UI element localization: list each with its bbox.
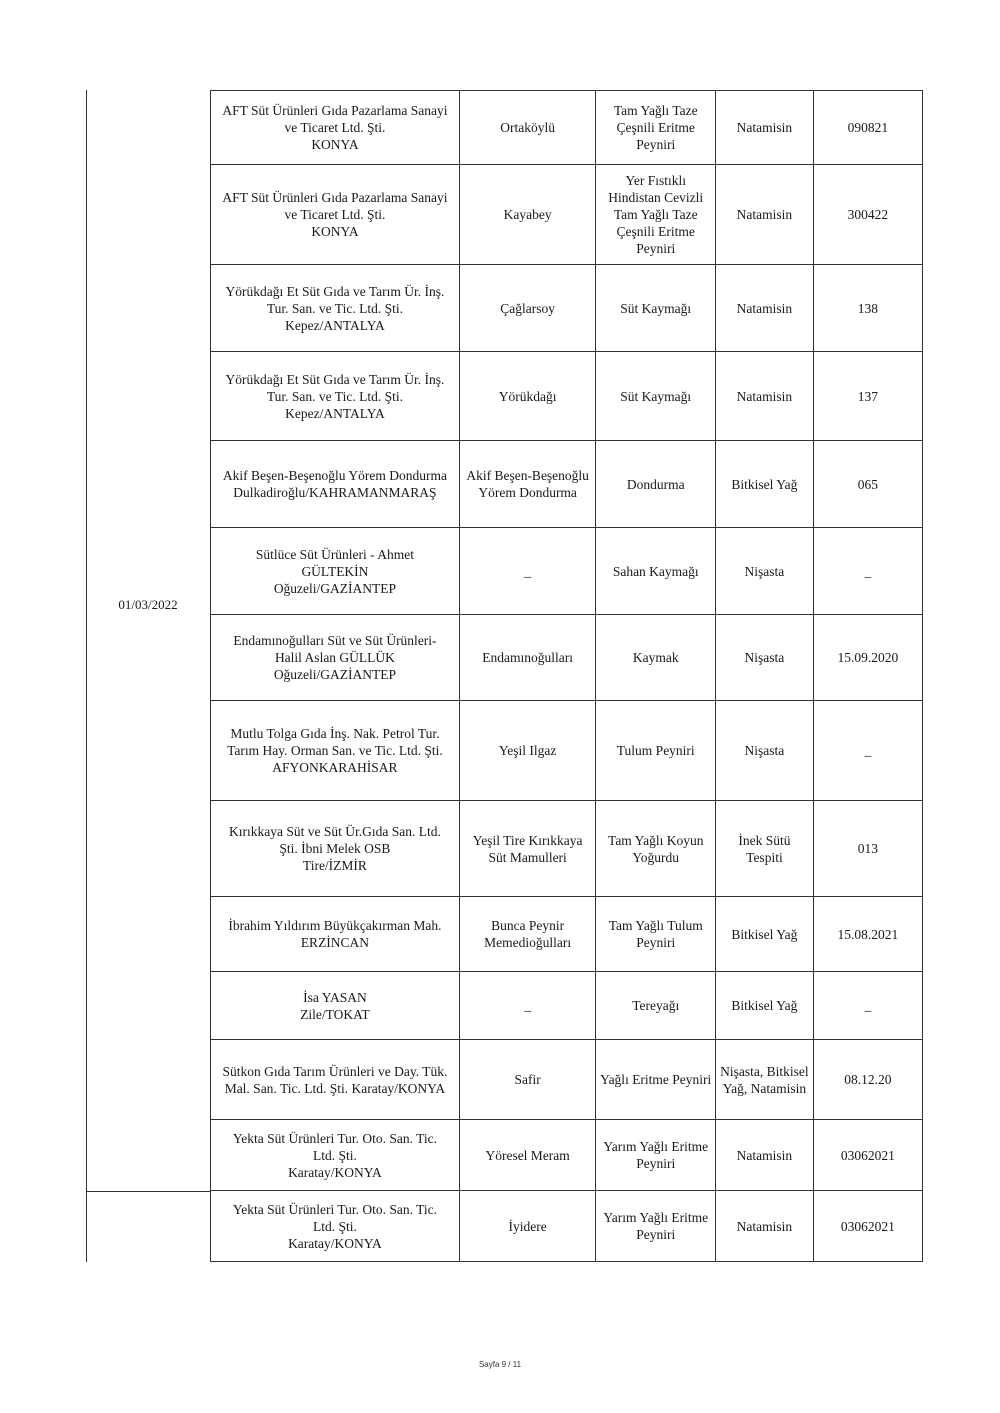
lot-number-cell: 090821 [813, 91, 922, 165]
brand-cell: Yeşil Tire Kırıkkaya Süt Mamulleri [459, 801, 596, 897]
table-body [211, 91, 923, 1262]
table-row [211, 1191, 923, 1262]
brand-cell: Yöresel Meram [459, 1120, 596, 1191]
product-cell: Tereyağı [596, 972, 716, 1040]
lot-number-cell: 15.08.2021 [813, 897, 922, 972]
table-row [211, 91, 923, 165]
firm-cell: Sütkon Gıda Tarım Ürünleri ve Day. Tük. Mal. San. Tic. Ltd. Şti. Karatay/KONYA [211, 1040, 460, 1120]
brand-cell: Çağlarsoy [459, 265, 596, 352]
product-cell: Yarım Yağlı Eritme Peyniri [596, 1120, 716, 1191]
adulteration-cell: Natamisin [716, 1120, 814, 1191]
firm-cell: Yörükdağı Et Süt Gıda ve Tarım Ür. İnş. Tur. San. ve Tic. Ltd. Şti. Kepez/ANTALYA [211, 265, 460, 352]
firm-cell: Yekta Süt Ürünleri Tur. Oto. San. Tic. Ltd. Şti. Karatay/KONYA [211, 1120, 460, 1191]
firm-cell: AFT Süt Ürünleri Gıda Pazarlama Sanayi ve Ticaret Ltd. Şti. KONYA [211, 91, 460, 165]
results-table [210, 90, 923, 1262]
firm-cell: Kırıkkaya Süt ve Süt Ür.Gıda San. Ltd. Şti. İbni Melek OSB Tire/İZMİR [211, 801, 460, 897]
adulteration-cell: Natamisin [716, 91, 814, 165]
lot-number-cell: 15.09.2020 [813, 615, 922, 701]
product-cell: Tam Yağlı Taze Çeşnili Eritme Peyniri [596, 91, 716, 165]
adulteration-cell: Bitkisel Yağ [716, 441, 814, 528]
brand-cell: _ [459, 972, 596, 1040]
lot-number-cell: 065 [813, 441, 922, 528]
product-cell: Yer Fıstıklı Hindistan Cevizli Tam Yağlı Taze Çeşnili Eritme Peyniri [596, 165, 716, 265]
table-row [211, 897, 923, 972]
brand-cell: Ortaköylü [459, 91, 596, 165]
brand-cell: Bunca Peynir Memedioğulları [459, 897, 596, 972]
table-row [211, 528, 923, 615]
adulteration-cell: Nişasta, Bitkisel Yağ, Natamisin [716, 1040, 814, 1120]
firm-cell: Yekta Süt Ürünleri Tur. Oto. San. Tic. Ltd. Şti. Karatay/KONYA [211, 1191, 460, 1262]
firm-cell: Yörükdağı Et Süt Gıda ve Tarım Ür. İnş. Tur. San. ve Tic. Ltd. Şti. Kepez/ANTALYA [211, 352, 460, 441]
table-row [211, 1040, 923, 1120]
lot-number-cell: 300422 [813, 165, 922, 265]
adulteration-cell: Nişasta [716, 615, 814, 701]
date-column-divider [86, 1191, 210, 1192]
table-row [211, 265, 923, 352]
brand-cell: Yeşil Ilgaz [459, 701, 596, 801]
product-cell: Dondurma [596, 441, 716, 528]
brand-cell: Endamınoğulları [459, 615, 596, 701]
adulteration-cell: Natamisin [716, 265, 814, 352]
adulteration-cell: Natamisin [716, 1191, 814, 1262]
firm-cell: İsa YASAN Zile/TOKAT [211, 972, 460, 1040]
product-cell: Süt Kaymağı [596, 265, 716, 352]
brand-cell: Akif Beşen-Beşenoğlu Yörem Dondurma [459, 441, 596, 528]
product-cell: Tam Yağlı Tulum Peyniri [596, 897, 716, 972]
product-cell: Sahan Kaymağı [596, 528, 716, 615]
firm-cell: Sütlüce Süt Ürünleri - Ahmet GÜLTEKİN Oğuzeli/GAZİANTEP [211, 528, 460, 615]
table-row [211, 972, 923, 1040]
table-row [211, 615, 923, 701]
product-cell: Yağlı Eritme Peyniri [596, 1040, 716, 1120]
adulteration-cell: Natamisin [716, 165, 814, 265]
brand-cell: Kayabey [459, 165, 596, 265]
lot-number-cell: 08.12.20 [813, 1040, 922, 1120]
lot-number-cell: 03062021 [813, 1120, 922, 1191]
product-cell: Yarım Yağlı Eritme Peyniri [596, 1191, 716, 1262]
firm-cell: Mutlu Tolga Gıda İnş. Nak. Petrol Tur. Tarım Hay. Orman San. ve Tic. Ltd. Şti. AFYONKARAHİSAR [211, 701, 460, 801]
adulteration-cell: Nişasta [716, 701, 814, 801]
brand-cell: Yörükdağı [459, 352, 596, 441]
brand-cell: Safir [459, 1040, 596, 1120]
lot-number-cell: _ [813, 972, 922, 1040]
product-cell: Tam Yağlı Koyun Yoğurdu [596, 801, 716, 897]
product-cell: Kaymak [596, 615, 716, 701]
firm-cell: AFT Süt Ürünleri Gıda Pazarlama Sanayi ve Ticaret Ltd. Şti. KONYA [211, 165, 460, 265]
table-row [211, 1120, 923, 1191]
firm-cell: Akif Beşen-Beşenoğlu Yörem Dondurma Dulkadiroğlu/KAHRAMANMARAŞ [211, 441, 460, 528]
lot-number-cell: 137 [813, 352, 922, 441]
adulteration-cell: Nişasta [716, 528, 814, 615]
product-cell: Tulum Peyniri [596, 701, 716, 801]
brand-cell: _ [459, 528, 596, 615]
table-row [211, 352, 923, 441]
date-cell: 01/03/2022 [118, 597, 178, 612]
table-row [211, 441, 923, 528]
lot-number-cell: _ [813, 528, 922, 615]
adulteration-cell: Bitkisel Yağ [716, 897, 814, 972]
product-cell: Süt Kaymağı [596, 352, 716, 441]
firm-cell: Endamınoğulları Süt ve Süt Ürünleri- Halil Aslan GÜLLÜK Oğuzeli/GAZİANTEP [211, 615, 460, 701]
adulteration-cell: İnek Sütü Tespiti [716, 801, 814, 897]
firm-cell: İbrahim Yıldırım Büyükçakırman Mah. ERZİNCAN [211, 897, 460, 972]
date-column-left-border [86, 90, 87, 1262]
adulteration-cell: Natamisin [716, 352, 814, 441]
lot-number-cell: _ [813, 701, 922, 801]
brand-cell: İyidere [459, 1191, 596, 1262]
lot-number-cell: 03062021 [813, 1191, 922, 1262]
table-row [211, 165, 923, 265]
lot-number-cell: 013 [813, 801, 922, 897]
table-row [211, 701, 923, 801]
adulteration-cell: Bitkisel Yağ [716, 972, 814, 1040]
lot-number-cell: 138 [813, 265, 922, 352]
page-number: Sayfa 9 / 11 [478, 1360, 522, 1369]
table-row [211, 801, 923, 897]
